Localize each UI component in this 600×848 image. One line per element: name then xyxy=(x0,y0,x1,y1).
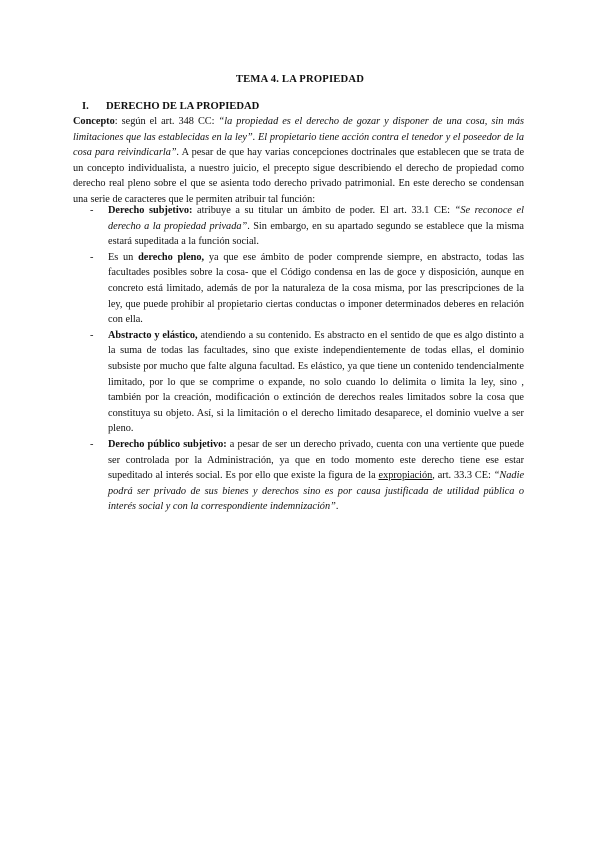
concepto-tail: : según el art. 348 CC: xyxy=(114,116,219,127)
intro-paragraph xyxy=(73,114,524,208)
list-item xyxy=(90,203,524,250)
bullet-dash: - xyxy=(90,205,94,216)
list-item xyxy=(90,250,524,328)
civil-code-quote: “la propiedad es el derecho de gozar y disponer de una cosa, sin más limitaciones que las establecidas en la ley”. El propietario tiene acción contra el tenedor y el poseedor de la cosa para reivindicarla”. xyxy=(73,116,524,159)
item-lead: Derecho subjetivo: xyxy=(108,205,193,216)
section-heading xyxy=(82,99,259,115)
item-text: Es un xyxy=(108,251,139,263)
bullet-dash: - xyxy=(90,251,94,263)
concepto-label: Concepto xyxy=(73,116,115,127)
item-text: atribuye a su titular un ámbito de poder. El art. 33.1 CE: xyxy=(192,205,455,216)
list-item xyxy=(90,328,524,437)
section-number: I. xyxy=(82,101,89,112)
item-lead: Derecho público subjetivo: xyxy=(108,438,227,450)
item-quote: “Se reconoce el derecho a la propiedad privada” xyxy=(108,205,524,232)
characteristics-list xyxy=(90,203,524,515)
item-text: . xyxy=(335,501,339,513)
intro-rest: A pesar de que hay varias concepciones doctrinales que establecen que se trata de un concepto individualista, a nuestro juicio, el precepto sigue describiendo el derecho de propiedad como derecho real pleno sobre el que se asienta todo derecho privado patrimonial. En este derecho se condensan una serie de caracteres que le permiten atribuir tal función: xyxy=(73,147,525,205)
item-text: . Sin embargo, en su apartado segundo se establece que la misma estará supeditada a la función social. xyxy=(108,220,524,248)
item-quote: “Nadie podrá ser privado de sus bienes y derechos sino es por causa justificada de utilidad pública o interés social y con la correspondiente indemnización” xyxy=(108,470,525,513)
list-item xyxy=(90,437,524,515)
item-text: ya que ese ámbito de poder comprende siempre, en abstracto, todas las facultades posibles sobre la cosa- que el Código condensa en las de goce y disposición, aunque en concreto está limitado, además de por la naturaleza de la cosa misma, por las prescripciones de la ley, que puede prohibir al propietario ciertas conductas o imponer determinados deberes en relación con ella. xyxy=(108,251,524,326)
bullet-dash: - xyxy=(90,438,94,450)
document-title: TEMA 4. LA PROPIEDAD xyxy=(235,74,365,85)
expropiacion-term: expropiación xyxy=(378,470,433,482)
bullet-dash: - xyxy=(90,329,94,341)
item-text: a pesar de ser un derecho privado, cuenta con una vertiente que puede ser controlada por la Administración, ya que en todo momento este derecho tiene ese estar supeditado al interés social. Es por ello que existe la figura de la xyxy=(108,438,524,482)
item-text: , art. 33.3 CE: xyxy=(432,470,494,482)
item-text: atendiendo a su contenido. Es abstracto en el sentido de que es algo distinto a la suma de todas las facultades, sino que existe independientemente de todas ellas, el dominio subsiste por mucho que falte alguna facultad. Es elástico, ya que tiene un contenido tendencialmente limitado, por lo que se comprime o expande, no solo cuando lo delimita o limita la ley, sino , también por la creación, modificación o extinción de derechos reales limitados sobre la cosa que constituya su objeto. Así, si la limitación o el derecho limitado desaparece, el dominio vuelve a ser pleno. xyxy=(108,329,525,435)
item-lead: derecho pleno, xyxy=(138,251,205,263)
item-lead: Abstracto y elástico, xyxy=(108,329,198,341)
section-title: DERECHO DE LA PROPIEDAD xyxy=(106,101,260,112)
